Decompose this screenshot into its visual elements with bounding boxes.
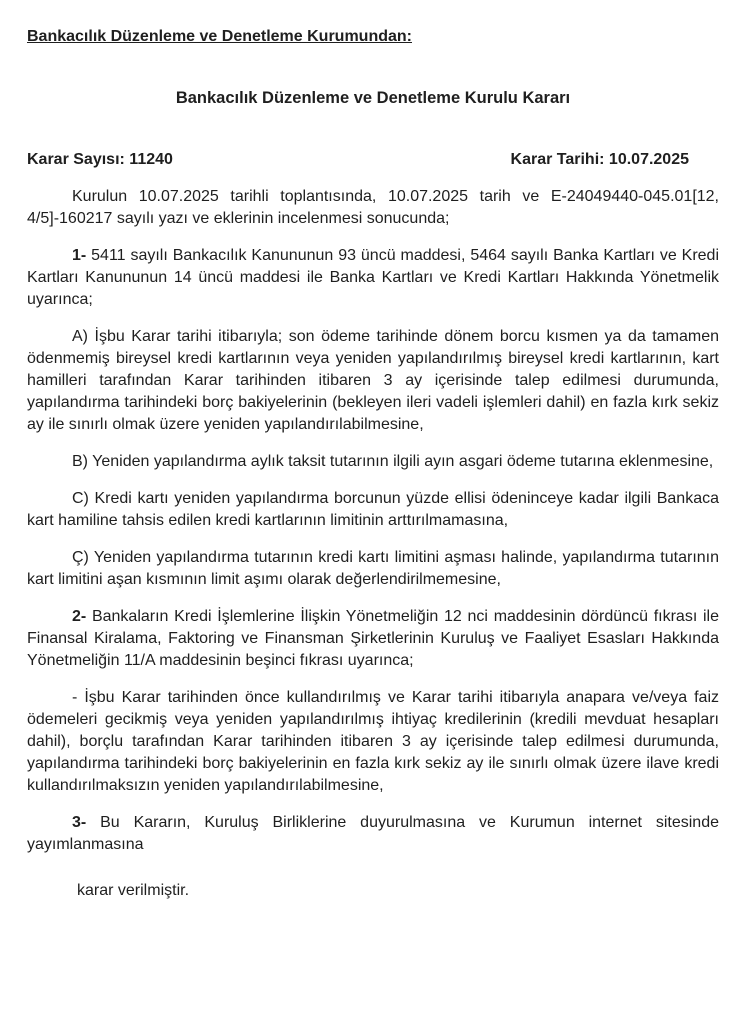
document-body (27, 186, 719, 856)
issuing-authority-line: Bankacılık Düzenleme ve Denetleme Kurumundan: (27, 28, 412, 45)
paragraph (27, 451, 719, 473)
decision-date (511, 149, 719, 171)
paragraph (27, 687, 719, 797)
paragraph-text: Bankaların Kredi İşlemlerine İlişkin Yönetmeliğin 12 nci maddesinin dördüncü fıkrası ile Finansal Kiralama, Faktoring ve Finansman Şirketlerinin Kuruluş ve Faaliyet Esasları Hakkında Yönetmeliğin 11/A maddesinin beşinci fıkrası uyarınca; (27, 608, 719, 669)
decision-number-label: Karar Sayısı: (27, 151, 125, 168)
paragraph-text: - İşbu Karar tarihinden önce kullandırılmış ve Karar tarihi itibarıyla anapara ve/veya faiz ödemeleri gecikmiş veya yeniden yapılandırılmış ihtiyaç kredilerinin (kredili mevduat hesapları dahil), borçlu tarafından Karar tarihinden itibaren 3 ay içerisinde talep edilmesi durumunda, yapılandırma tarihindeki borç bakiyelerinin en fazla kırk sekiz ay ile sınırlı olmak üzere ilave kredi kullandırılmaksızın yeniden yapılandırılabilmesine, (27, 689, 719, 794)
closing-line: karar verilmiştir. (77, 882, 190, 899)
paragraph (27, 547, 719, 591)
paragraph-marker: 2- (72, 608, 87, 625)
paragraph-text: A) İşbu Karar tarihi itibarıyla; son ödeme tarihinde dönem borcu kısmen ya da tamamen ödenmemiş bireysel kredi kartlarının veya yeniden yapılandırılmış bireysel kredi kartlarının, kart hamilleri tarafından Karar tarihinden itibaren 3 ay içerisinde talep edilmesi durumunda, yapılandırma tarihindeki borç bakiyelerinin (bekleyen ileri vadeli işlemleri dahil) en fazla kırk sekiz ay ile sınırlı olmak üzere yeniden yapılandırılabilmesine, (27, 328, 719, 433)
paragraph (27, 186, 719, 230)
document-title: Bankacılık Düzenleme ve Denetleme Kurulu Kararı (175, 89, 571, 107)
paragraph (27, 488, 719, 532)
decision-meta-row (27, 149, 719, 171)
paragraph-marker: 3- (72, 814, 87, 831)
paragraph (27, 245, 719, 311)
paragraph-text: 5411 sayılı Bankacılık Kanununun 93 üncü maddesi, 5464 sayılı Banka Kartları ve Kredi Kartları Kanununun 14 üncü maddesi ile Banka Kartları ve Kredi Kartları Hakkında Yönetmelik uyarınca; (27, 247, 719, 308)
decision-number-value: 11240 (129, 151, 173, 168)
paragraph (27, 606, 719, 672)
decision-date-label: Karar Tarihi: (510, 151, 605, 168)
paragraph-text: C) Kredi kartı yeniden yapılandırma borcunun yüzde ellisi ödeninceye kadar ilgili Bankaca kart hamiline tahsis edilen kredi kartlarının limitinin arttırılmamasına, (27, 490, 719, 529)
paragraph (27, 812, 719, 856)
decision-date-value: 10.07.2025 (608, 151, 689, 168)
paragraph-text: Bu Kararın, Kuruluş Birliklerine duyurulmasına ve Kurumun internet sitesinde yayımlanmasına (27, 814, 719, 853)
paragraph (27, 326, 719, 436)
paragraph-marker: 1- (72, 247, 87, 264)
paragraph-text: B) Yeniden yapılandırma aylık taksit tutarının ilgili ayın asgari ödeme tutarına eklenmesine, (72, 453, 714, 470)
paragraph-text: Kurulun 10.07.2025 tarihli toplantısında, 10.07.2025 tarih ve E-24049440-045.01[12, 4/5]-160217 sayılı yazı ve eklerinin incelenmesi sonucunda; (27, 188, 719, 227)
decision-number (27, 149, 173, 171)
paragraph-text: Ç) Yeniden yapılandırma tutarının kredi kartı limitini aşması halinde, yapılandırma tutarının kart limitini aşan kısmının limit aşımı olarak değerlendirilmemesine, (27, 549, 719, 588)
